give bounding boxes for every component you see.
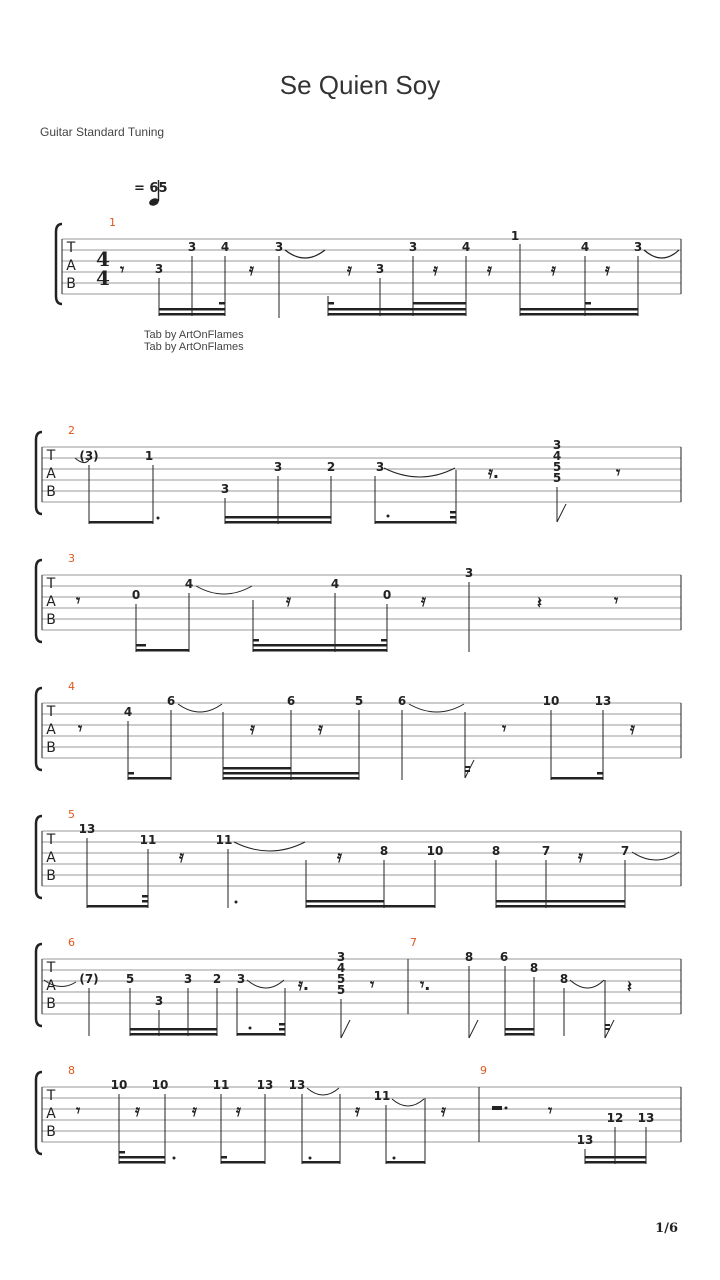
fret-number: 8 (464, 950, 474, 964)
svg-text:𝄿: 𝄿 (236, 1101, 241, 1120)
tab-letter: B (66, 276, 76, 292)
fret-number: 3 (273, 460, 283, 474)
fret-number: 6 (397, 694, 407, 708)
svg-text:𝄿: 𝄿 (605, 260, 610, 279)
fret-number: 4 (336, 961, 346, 975)
svg-text:𝄿: 𝄿 (318, 719, 323, 738)
svg-text:𝄾: 𝄾 (548, 1101, 553, 1120)
fret-number: 10 (151, 1078, 169, 1092)
bar-number: 6 (68, 936, 75, 949)
score-title: Se Quien Soy (279, 70, 441, 100)
bar-number: 9 (480, 1064, 487, 1077)
bar-number: 7 (410, 936, 417, 949)
tab-letter: T (66, 240, 76, 256)
fret-number: 8 (491, 844, 501, 858)
tab-system-3 (36, 552, 681, 652)
fret-number: 13 (78, 822, 96, 836)
credit-line: Tab by ArtOnFlames (144, 329, 244, 341)
fret-number: 3 (154, 994, 164, 1008)
bar-number: 1 (109, 216, 116, 229)
svg-text:𝄿: 𝄿 (347, 260, 352, 279)
fret-number: 11 (139, 833, 157, 847)
fret-number: 3 (154, 262, 164, 276)
svg-text:𝄿.: 𝄿. (488, 463, 499, 482)
fret-number: 11 (215, 833, 233, 847)
svg-text:𝄿: 𝄿 (192, 1101, 197, 1120)
credit-line: Tab by ArtOnFlames (144, 341, 244, 353)
time-signature-bottom: 4 (96, 266, 110, 290)
fret-number: 13 (576, 1133, 594, 1147)
tab-system-7 (36, 1064, 681, 1164)
svg-text:𝄿: 𝄿 (250, 719, 255, 738)
svg-text:𝄿.: 𝄿. (298, 975, 309, 994)
tab-letter: T (46, 832, 56, 848)
svg-text:𝄾: 𝄾 (78, 719, 83, 738)
fret-number: 6 (286, 694, 296, 708)
fret-number: 10 (110, 1078, 128, 1092)
svg-text:𝄿: 𝄿 (433, 260, 438, 279)
fret-number: 3 (274, 240, 284, 254)
tab-letter: B (46, 484, 56, 500)
tab-letter: A (46, 466, 56, 482)
fret-number: 3 (464, 566, 474, 580)
svg-text:𝄾: 𝄾 (614, 591, 619, 610)
tab-letter: A (66, 258, 76, 274)
fret-number: 4 (552, 449, 562, 463)
tab-letter: B (46, 612, 56, 628)
fret-number: 4 (461, 240, 471, 254)
tab-letter: B (46, 996, 56, 1012)
svg-text:𝄿: 𝄿 (421, 591, 426, 610)
fret-number: 5 (552, 471, 562, 485)
fret-number: (3) (79, 449, 99, 463)
bar-number: 8 (68, 1064, 75, 1077)
fret-number: 2 (326, 460, 336, 474)
fret-number: 8 (379, 844, 389, 858)
svg-text:𝄾: 𝄾 (502, 719, 507, 738)
fret-number: 5 (336, 983, 346, 997)
tab-letter: A (46, 594, 56, 610)
fret-number: 10 (542, 694, 560, 708)
fret-number: 13 (637, 1111, 655, 1125)
svg-text:𝄾: 𝄾 (370, 975, 375, 994)
svg-text:𝄿: 𝄿 (578, 847, 583, 866)
fret-number: 7 (541, 844, 551, 858)
svg-text:𝄿: 𝄿 (179, 847, 184, 866)
fret-number: 6 (499, 950, 509, 964)
svg-text:𝄿: 𝄿 (551, 260, 556, 279)
svg-text:𝄾: 𝄾 (76, 591, 81, 610)
fret-number: 3 (552, 438, 562, 452)
bar-number: 3 (68, 552, 75, 565)
fret-number: 5 (354, 694, 364, 708)
fret-number: 3 (375, 262, 385, 276)
fret-number: (7) (79, 972, 99, 986)
fret-number: 4 (123, 705, 133, 719)
svg-text:𝄿: 𝄿 (630, 719, 635, 738)
fret-number: 5 (336, 972, 346, 986)
tab-letter: B (46, 740, 56, 756)
svg-text:𝄿: 𝄿 (441, 1101, 446, 1120)
tab-system-1 (56, 216, 681, 318)
svg-text:𝄿: 𝄿 (135, 1101, 140, 1120)
fret-number: 10 (426, 844, 444, 858)
fret-number: 7 (620, 844, 630, 858)
tab-letter: B (46, 1124, 56, 1140)
fret-number: 3 (220, 482, 230, 496)
svg-text:𝄿: 𝄿 (249, 260, 254, 279)
fret-number: 3 (336, 950, 346, 964)
svg-text:𝄽: 𝄽 (627, 977, 632, 996)
fret-number: 1 (510, 229, 520, 243)
svg-text:𝄽: 𝄽 (537, 593, 542, 612)
fret-number: 2 (212, 972, 222, 986)
time-signature-top: 4 (96, 247, 110, 271)
fret-number: 3 (408, 240, 418, 254)
rhythm-stems (159, 244, 638, 318)
tab-system-2 (36, 424, 681, 524)
tab-letter: T (46, 960, 56, 976)
fret-number: 13 (594, 694, 612, 708)
fret-number: 5 (552, 460, 562, 474)
fret-number: 3 (236, 972, 246, 986)
svg-text:𝄾: 𝄾 (120, 260, 125, 279)
fret-number: 8 (529, 961, 539, 975)
tempo-label: = 65 (134, 181, 168, 196)
tab-letter: A (46, 722, 56, 738)
svg-text:𝄿: 𝄿 (355, 1101, 360, 1120)
fret-number: 1 (144, 449, 154, 463)
svg-text:𝄿: 𝄿 (487, 260, 492, 279)
fret-number: 8 (559, 972, 569, 986)
tab-system-5 (36, 808, 681, 908)
fret-number: 11 (212, 1078, 230, 1092)
svg-text:𝄾: 𝄾 (616, 463, 621, 482)
tab-letter: T (46, 1088, 56, 1104)
tab-letter: A (46, 978, 56, 994)
svg-text:𝄿: 𝄿 (337, 847, 342, 866)
fret-number: 3 (187, 240, 197, 254)
fret-number: 11 (373, 1089, 391, 1103)
tab-letter: T (46, 448, 56, 464)
bar-number: 2 (68, 424, 75, 437)
fret-number: 4 (220, 240, 230, 254)
tab-system-4 (36, 680, 681, 780)
bar-number: 4 (68, 680, 75, 693)
tab-letter: B (46, 868, 56, 884)
fret-number: 13 (288, 1078, 306, 1092)
tab-letter: T (46, 576, 56, 592)
tab-letter: A (46, 1106, 56, 1122)
fret-number: 13 (256, 1078, 274, 1092)
fret-number: 3 (633, 240, 643, 254)
svg-text:𝄾.: 𝄾. (420, 975, 431, 994)
fret-number: 3 (183, 972, 193, 986)
tab-letter: T (46, 704, 56, 720)
bar-number: 5 (68, 808, 75, 821)
page-number: 1/6 (655, 1221, 678, 1236)
svg-text:𝄾: 𝄾 (76, 1101, 81, 1120)
fret-number: 12 (606, 1111, 624, 1125)
svg-text:𝄿: 𝄿 (286, 591, 291, 610)
fret-number: 0 (131, 588, 141, 602)
fret-number: 5 (125, 972, 135, 986)
tuning-label: Guitar Standard Tuning (40, 125, 165, 139)
fret-number: 0 (382, 588, 392, 602)
fret-number: 4 (580, 240, 590, 254)
tab-letter: A (46, 850, 56, 866)
fret-number: 4 (184, 577, 194, 591)
fret-number: 3 (375, 460, 385, 474)
tab-system-6 (36, 936, 681, 1038)
fret-number: 4 (330, 577, 340, 591)
fret-number: 6 (166, 694, 176, 708)
